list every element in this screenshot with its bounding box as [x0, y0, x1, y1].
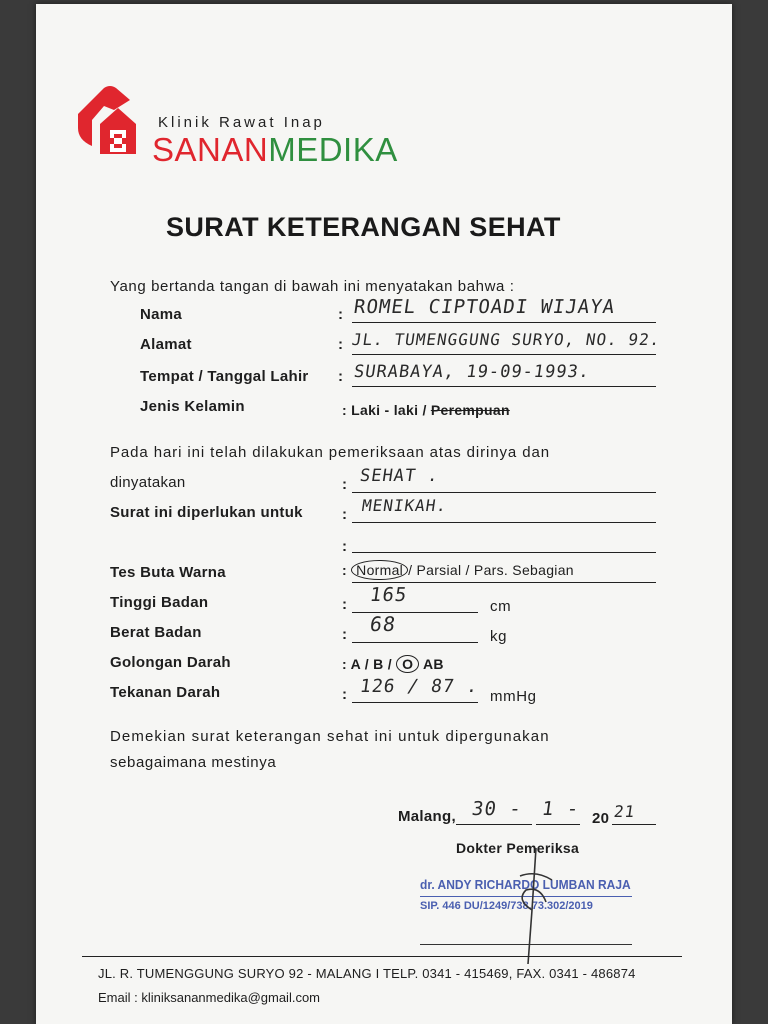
doctor-stamp-name: dr. ANDY RICHARDO LUMBAN RAJA	[420, 877, 631, 893]
document-page	[36, 4, 732, 1024]
intro-text: Yang bertanda tangan di bawah ini menyatakan bahwa :	[110, 278, 515, 295]
colon: :	[342, 476, 347, 493]
exam-text-line2: dinyatakan	[110, 474, 186, 491]
option-laki-laki: Laki - laki /	[351, 402, 431, 418]
field-label-nama: Nama	[140, 306, 183, 323]
colon: :	[338, 306, 343, 323]
label-golongan-darah: Golongan Darah	[110, 654, 231, 671]
unit-cm: cm	[490, 598, 512, 615]
footer-email: Email : kliniksananmedika@gmail.com	[98, 990, 320, 1005]
unit-mmhg: mmHg	[490, 688, 537, 705]
label-buta-warna: Tes Buta Warna	[110, 564, 226, 581]
signature-mark	[506, 840, 566, 970]
colon: :	[342, 626, 347, 643]
colon: :	[342, 596, 347, 613]
underline	[352, 702, 478, 703]
option-normal-circled: Normal	[351, 560, 408, 580]
field-value-ttl: SURABAYA, 19-09-1993.	[352, 362, 592, 382]
underline	[352, 386, 656, 387]
colon: :	[342, 686, 347, 703]
field-label-jenis-kelamin: Jenis Kelamin	[140, 398, 245, 415]
health-status-value: SEHAT .	[358, 466, 441, 486]
underline	[456, 824, 532, 825]
sign-month: 1 -	[540, 798, 581, 820]
purpose-value: MENIKAH.	[360, 496, 449, 515]
sign-year-suffix: 21	[612, 802, 637, 821]
label-tekanan-darah: Tekanan Darah	[110, 684, 221, 701]
underline	[352, 322, 656, 323]
signature-line	[420, 944, 632, 945]
purpose-label: Surat ini diperlukan untuk	[110, 504, 303, 521]
field-value-jenis-kelamin	[342, 402, 510, 418]
field-value-nama: ROMEL CIPTOADI WIJAYA	[352, 296, 617, 318]
blood-options-before: A / B /	[350, 656, 392, 672]
option-perempuan-struck: Perempuan	[430, 402, 510, 418]
underline	[352, 642, 478, 643]
label-tinggi-badan: Tinggi Badan	[110, 594, 209, 611]
blood-options-after: AB	[422, 656, 444, 672]
clinic-name-sanan: SANAN	[152, 131, 269, 168]
clinic-logo-icon	[74, 80, 158, 164]
colon: :	[342, 538, 347, 555]
colon: :	[342, 506, 347, 523]
value-tekanan-darah: 126 / 87 .	[358, 676, 480, 697]
closing-line1: Demekian surat keterangan sehat ini untuk dipergunakan	[110, 728, 550, 745]
clinic-subtitle: Klinik Rawat Inap	[158, 114, 325, 131]
value-tinggi-badan: 165	[368, 584, 409, 606]
underline	[352, 552, 656, 553]
sign-day: 30 -	[470, 798, 524, 820]
underline	[352, 354, 656, 355]
colon: :	[338, 368, 343, 385]
clinic-name	[152, 132, 398, 168]
field-label-ttl: Tempat / Tanggal Lahir	[140, 368, 309, 385]
underline	[352, 582, 656, 583]
doctor-label: Dokter Pemeriksa	[456, 840, 580, 856]
footer-address: JL. R. TUMENGGUNG SURYO 92 - MALANG I TELP. 0341 - 415469, FAX. 0341 - 486874	[98, 966, 636, 981]
unit-kg: kg	[490, 628, 508, 645]
option-rest: / Parsial / Pars. Sebagian	[408, 562, 574, 578]
closing-line2: sebagaimana mestinya	[110, 754, 277, 771]
exam-text-line1: Pada hari ini telah dilakukan pemeriksaan atas dirinya dan	[110, 444, 550, 461]
colon: :	[338, 336, 343, 353]
label-berat-badan: Berat Badan	[110, 624, 202, 641]
sign-place: Malang,	[398, 808, 456, 825]
field-value-alamat: JL. TUMENGGUNG SURYO, NO. 92.	[350, 330, 662, 349]
clinic-name-medika: MEDIKA	[268, 131, 398, 168]
blood-type-circled: O	[396, 655, 419, 673]
value-buta-warna: : Normal / Parsial / Pars. Sebagian	[342, 562, 574, 578]
document-title: SURAT KETERANGAN SEHAT	[166, 212, 561, 242]
underline	[612, 824, 656, 825]
doctor-stamp-sip: SIP. 446 DU/1249/738.73.302/2019	[420, 900, 593, 912]
footer-divider	[82, 956, 682, 957]
value-berat-badan: 68	[368, 612, 398, 636]
colon: :	[342, 402, 352, 418]
underline	[352, 522, 656, 523]
value-golongan-darah: : A / B / O AB	[342, 656, 444, 672]
field-label-alamat: Alamat	[140, 336, 192, 353]
underline	[352, 492, 656, 493]
underline	[536, 824, 580, 825]
sign-year-prefix: 20	[592, 810, 610, 827]
